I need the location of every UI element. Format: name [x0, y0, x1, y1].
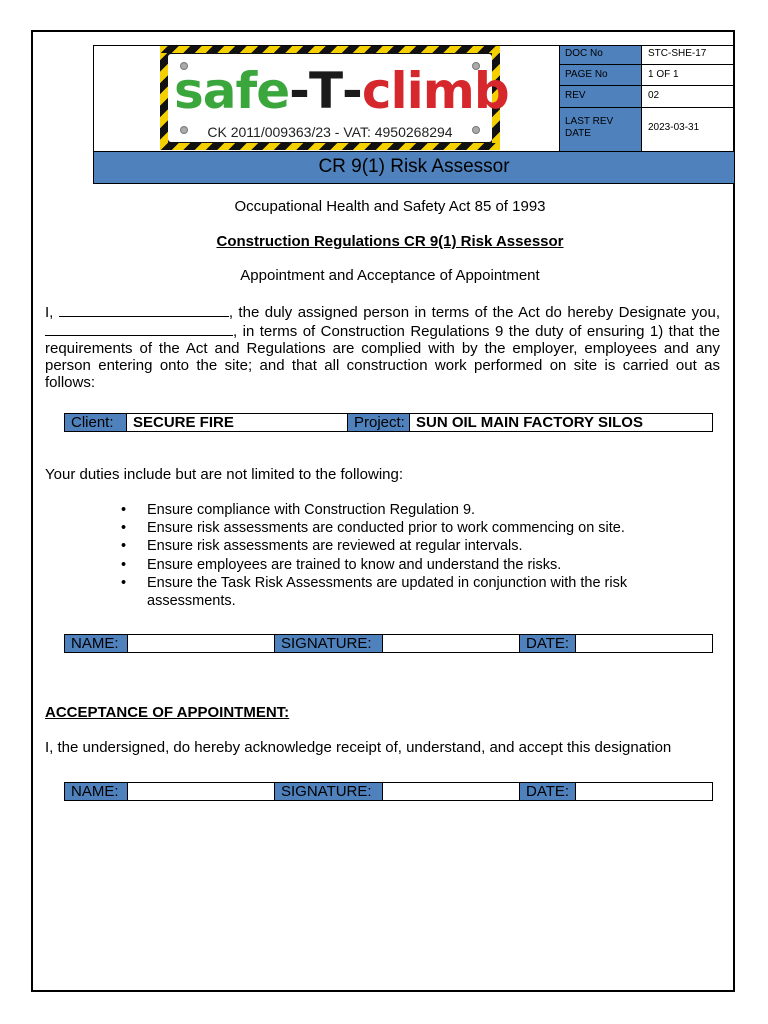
- date-field[interactable]: [576, 635, 712, 652]
- meta-label: DOC No: [560, 46, 642, 64]
- designation-text: I,: [45, 304, 54, 321]
- meta-row-last-rev-date: [560, 108, 735, 151]
- name-field[interactable]: [128, 635, 275, 652]
- acceptor-signature-row: [64, 782, 713, 801]
- client-project-row: [64, 413, 713, 432]
- hazard-stripe-bottom: [160, 143, 500, 150]
- acceptance-text: I, the undersigned, do hereby acknowledge receipt of, understand, and accept this designation: [45, 739, 672, 756]
- document-header: [93, 45, 735, 184]
- list-item: • Ensure employees are trained to know and understand the risks.: [120, 556, 680, 574]
- regulation-heading: Construction Regulations CR 9(1) Risk Assessor: [216, 233, 564, 250]
- appointer-signature-row: [64, 634, 713, 653]
- logo-plate: [168, 54, 509, 142]
- designation-text: , the duly assigned person in terms of the Act do hereby Designate you,: [228, 304, 721, 321]
- meta-label: PAGE No: [560, 65, 642, 85]
- logo-wordmark: safe-T-climb: [174, 62, 509, 120]
- meta-label: LAST REV DATE: [560, 108, 642, 151]
- project-value[interactable]: SUN OIL MAIN FACTORY SILOS: [416, 414, 643, 431]
- document-title: CR 9(1) Risk Assessor: [94, 151, 734, 183]
- list-item: • Ensure compliance with Construction Regulation 9.: [120, 501, 680, 519]
- act-title: Occupational Health and Safety Act 85 of 1993: [234, 198, 546, 215]
- meta-value: 2023-03-31: [648, 122, 700, 133]
- date-label: DATE:: [520, 783, 576, 800]
- meta-value: 1 OF 1: [648, 69, 679, 80]
- logo-word-t: T: [308, 62, 343, 120]
- company-logo: [160, 46, 509, 150]
- designation-text: , in terms of Construction Regulations 9 the duty of ensuring 1) that the requirements of the Act and Regulations are complied with by the employer, employees and any person entering onto the site; and that all construction work performed on site is carried out as follows:: [45, 323, 720, 391]
- signature-field[interactable]: [383, 783, 520, 800]
- duties-list: [120, 501, 680, 610]
- project-label: Project:: [348, 414, 410, 431]
- list-item: • Ensure risk assessments are conducted prior to work commencing on site.: [120, 519, 680, 537]
- document-meta: [560, 46, 735, 151]
- date-label: DATE:: [520, 635, 576, 652]
- designation-paragraph: [45, 302, 720, 391]
- list-item: • Ensure the Task Risk Assessments are updated in conjunction with the risk assessments.: [120, 574, 680, 610]
- assignee-name-blank[interactable]: [59, 302, 229, 317]
- name-label: NAME:: [65, 635, 128, 652]
- client-label: Client:: [65, 414, 127, 431]
- company-registration: CK 2011/009363/23 - VAT: 4950268294: [207, 124, 453, 140]
- logo-word-climb: climb: [361, 62, 509, 120]
- signature-label: SIGNATURE:: [275, 635, 383, 652]
- hazard-stripe-left: [160, 53, 168, 143]
- signature-field[interactable]: [383, 635, 520, 652]
- client-value[interactable]: SECURE FIRE: [127, 414, 348, 431]
- meta-row-page-no: [560, 65, 735, 86]
- meta-value: 02: [648, 90, 660, 101]
- logo-cell: [94, 46, 560, 151]
- meta-label: REV: [560, 86, 642, 107]
- duties-intro: Your duties include but are not limited to the following:: [45, 466, 404, 483]
- date-field[interactable]: [576, 783, 712, 800]
- meta-row-doc-no: [560, 46, 735, 65]
- signature-label: SIGNATURE:: [275, 783, 383, 800]
- meta-row-rev: [560, 86, 735, 108]
- meta-value: STC-SHE-17: [648, 48, 707, 59]
- logo-word-safe: safe: [174, 62, 290, 120]
- designee-name-blank[interactable]: [45, 321, 233, 336]
- acceptance-heading: ACCEPTANCE OF APPOINTMENT:: [45, 704, 290, 721]
- name-label: NAME:: [65, 783, 128, 800]
- hazard-stripe-top: [160, 46, 500, 53]
- list-item: • Ensure risk assessments are reviewed at regular intervals.: [120, 537, 680, 555]
- name-field[interactable]: [128, 783, 275, 800]
- appointment-subtitle: Appointment and Acceptance of Appointment: [240, 267, 540, 284]
